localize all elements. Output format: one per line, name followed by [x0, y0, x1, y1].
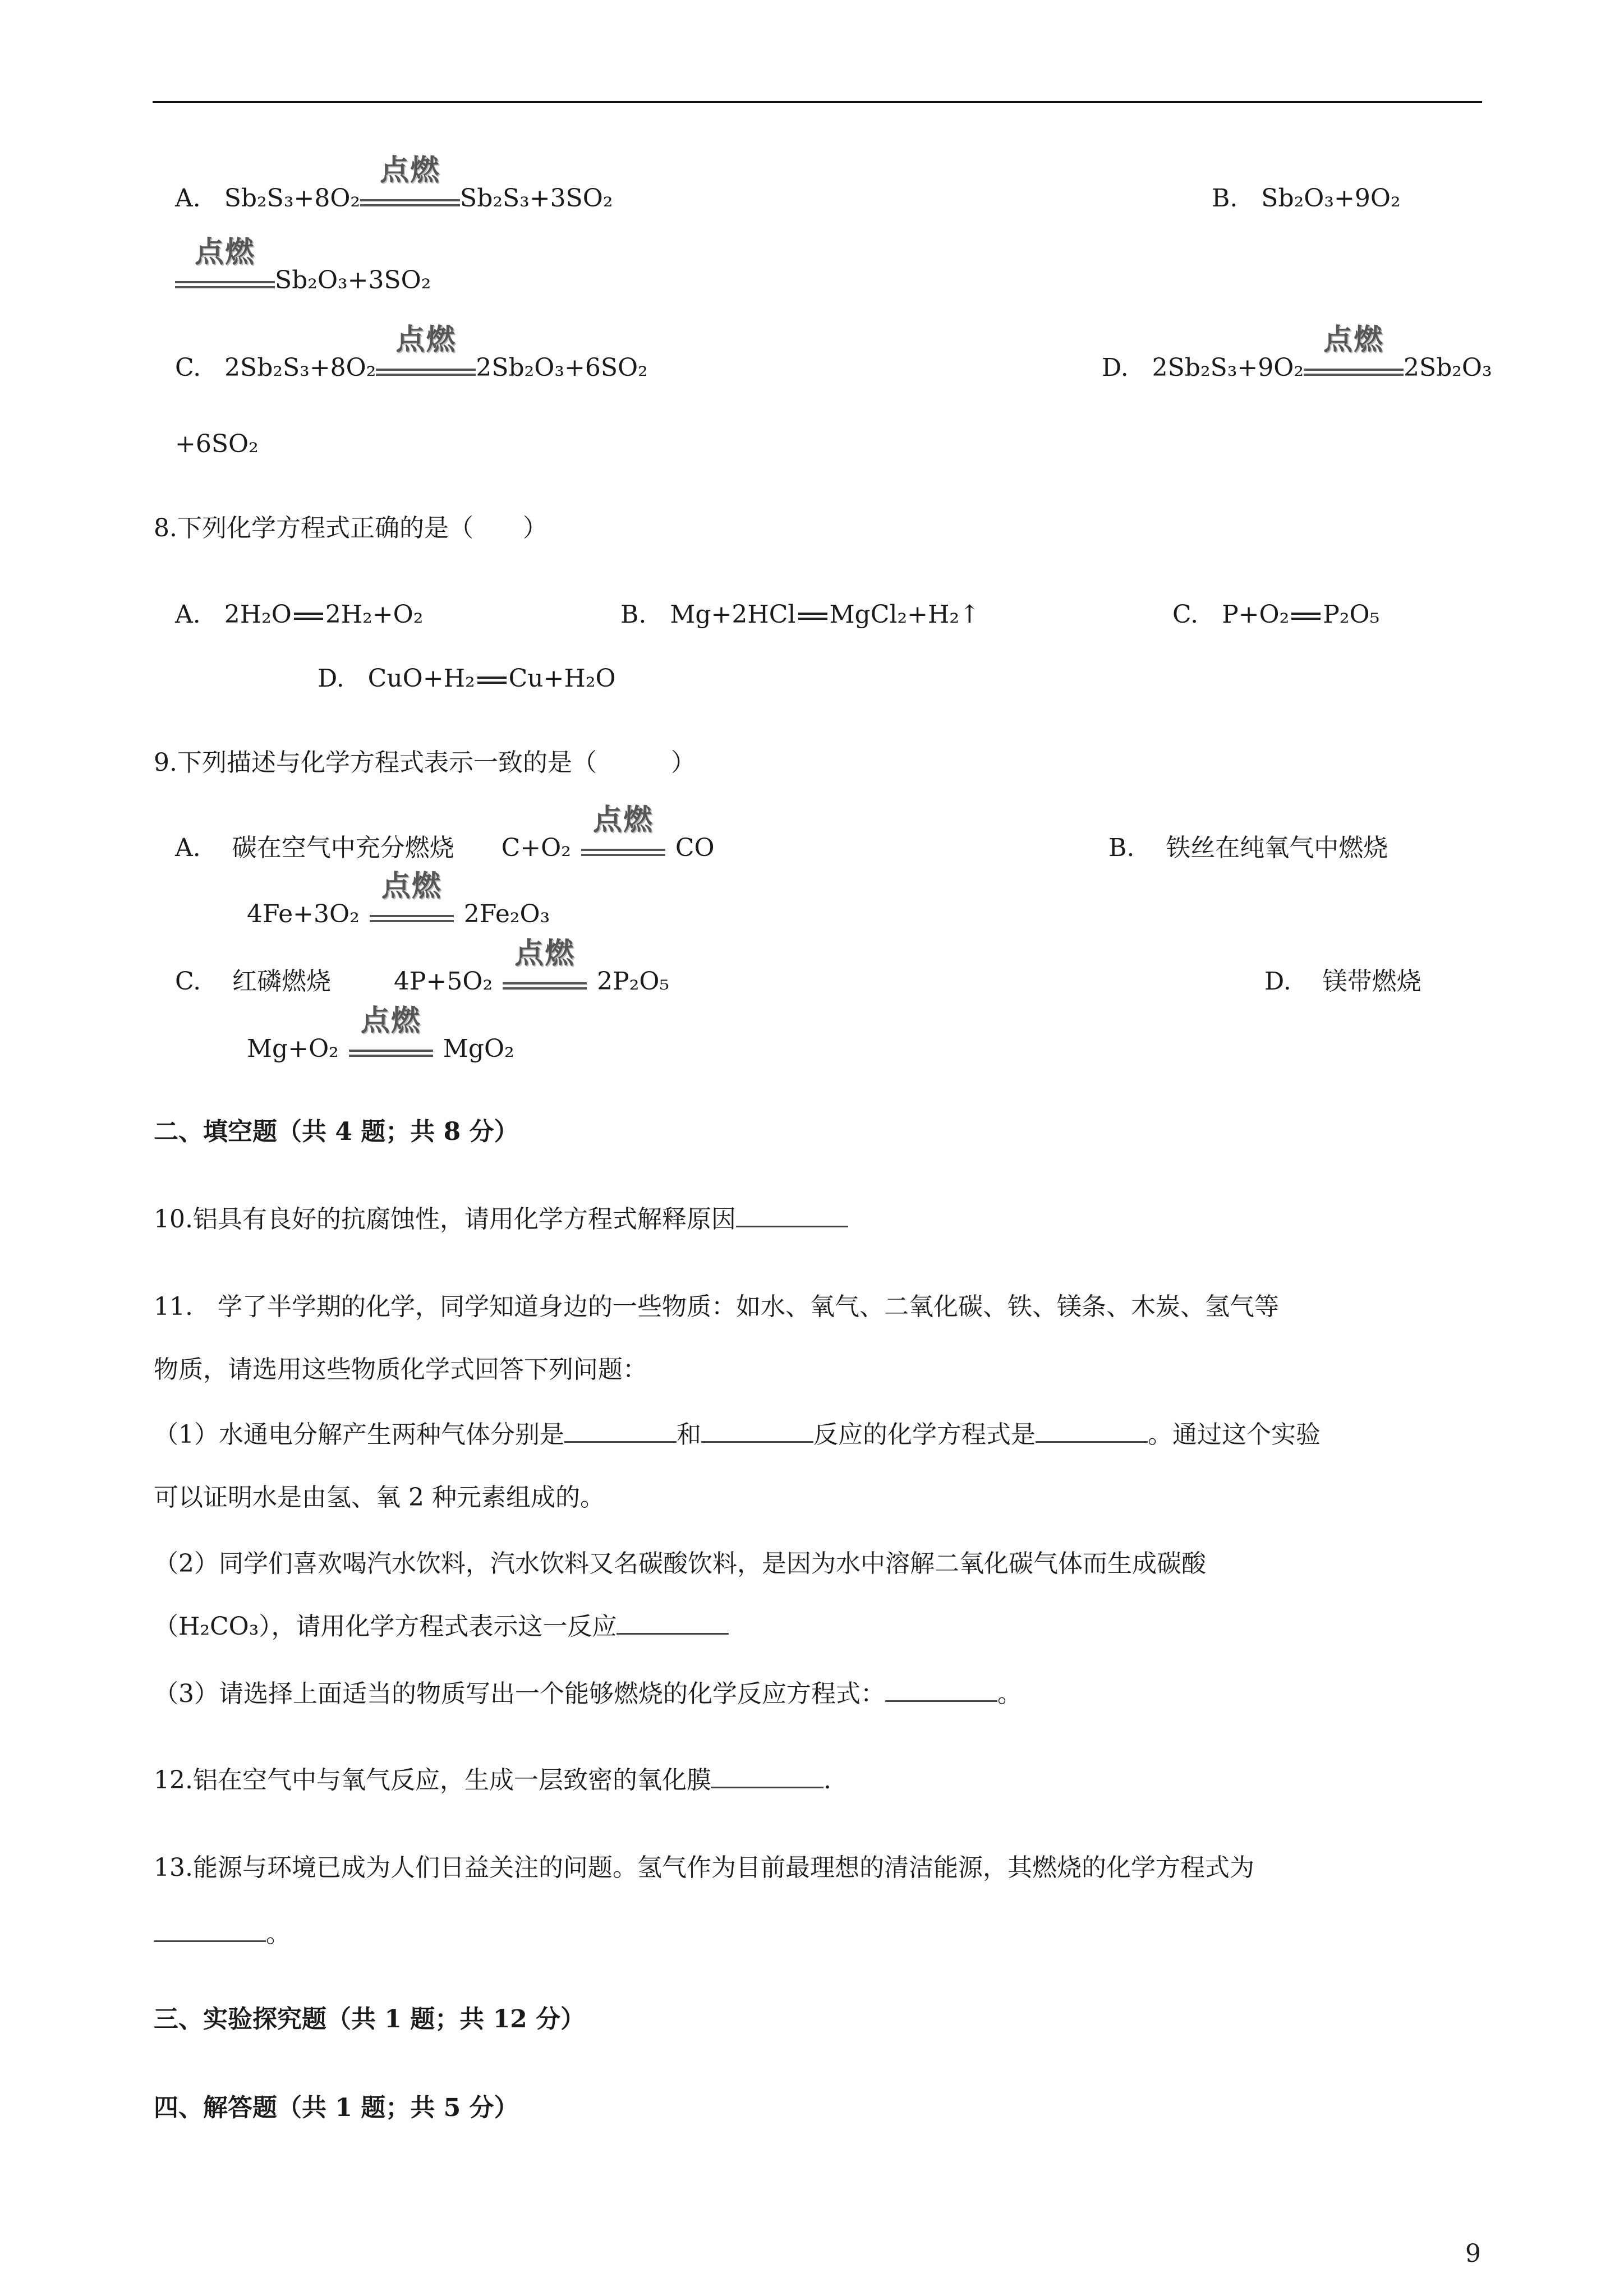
section-2-heading: 二、填空题（共 4 题；共 8 分） — [154, 1117, 519, 1146]
answer-blank[interactable] — [154, 1920, 266, 1942]
q11-line1: 11. 学了半学期的化学，同学知道身边的一些物质：如水、氧气、二氧化碳、铁、镁条、木炭、氢气等 — [154, 1292, 1279, 1321]
header-rule — [153, 101, 1482, 103]
ignite-arrow: 点燃 — [581, 834, 665, 856]
q7-option-c[interactable]: C. 2Sb₂S₃+8O₂ 点燃 2Sb₂O₃+6SO₂ — [175, 323, 648, 382]
answer-blank[interactable] — [736, 1205, 848, 1227]
q12: 12.铝在空气中与氧气反应，生成一层致密的氧化膜 . — [154, 1766, 831, 1795]
q9-stem: 9.下列描述与化学方程式表示一致的是（ ） — [154, 748, 696, 777]
ignite-arrow: 点燃 — [175, 266, 275, 288]
q10: 10.铝具有良好的抗腐蚀性，请用化学方程式解释原因 — [154, 1203, 848, 1236]
q11-part2: （2）同学们喜欢喝汽水饮料，汽水饮料又名碳酸饮料，是因为水中溶解二氧化碳气体而生成碳酸 — [154, 1549, 1206, 1578]
q7-option-d-cont: +6SO₂ — [175, 430, 259, 458]
q8-stem: 8.下列化学方程式正确的是（ ） — [154, 514, 548, 542]
section-4-heading: 四、解答题（共 1 题；共 5 分） — [154, 2093, 519, 2122]
q9-option-d[interactable]: D. 镁带燃烧 — [1264, 967, 1421, 996]
q8-option-a[interactable]: A. 2H₂O 2H₂+O₂ — [175, 600, 424, 629]
answer-blank[interactable] — [885, 1680, 997, 1702]
q13-line2: 。 — [154, 1917, 291, 1951]
ignite-arrow: 点燃 — [376, 354, 476, 376]
ignite-arrow: 点燃 — [503, 968, 587, 990]
q8-option-d[interactable]: D. CuO+H₂ Cu+H₂O — [318, 664, 616, 693]
q7-option-b-cont: 点燃 Sb₂O₃+3SO₂ — [175, 264, 431, 297]
q9-option-d-cont: Mg+O₂ 点燃 MgO₂ — [247, 1004, 514, 1063]
answer-blank[interactable] — [564, 1421, 677, 1443]
answer-blank[interactable] — [1036, 1421, 1148, 1443]
q11-part1-cont: 可以证明水是由氢、氧 2 种元素组成的。 — [154, 1483, 605, 1512]
q11-part2-cont: （H₂CO₃），请用化学方程式表示这一反应 — [154, 1610, 729, 1644]
answer-blank[interactable] — [701, 1421, 813, 1443]
section-3-heading: 三、实验探究题（共 1 题；共 12 分） — [154, 2005, 586, 2033]
q8-option-b[interactable]: B. Mg+2HCl MgCl₂+H₂↑ — [620, 600, 980, 629]
q7-option-b[interactable]: B. Sb₂O₃+9O₂ — [1212, 184, 1401, 213]
q9-option-b-cont: 4Fe+3O₂ 点燃 2Fe₂O₃ — [247, 869, 550, 928]
q11-line2: 物质，请选用这些物质化学式回答下列问题： — [154, 1355, 647, 1384]
q13-line1: 13.能源与环境已成为人们日益关注的问题。氢气作为目前最理想的清洁能源，其燃烧的化学方程式为 — [154, 1853, 1254, 1882]
q9-option-a[interactable]: A. 碳在空气中充分燃烧 C+O₂ 点燃 CO — [175, 803, 715, 862]
answer-blank[interactable] — [617, 1613, 729, 1635]
ignite-arrow: 点燃 — [360, 185, 460, 206]
q8-option-c[interactable]: C. P+O₂ P₂O₅ — [1172, 600, 1380, 629]
ignite-arrow: 点燃 — [1304, 354, 1404, 376]
q7-option-d[interactable]: D. 2Sb₂S₃+9O₂ 点燃 2Sb₂O₃ — [1102, 323, 1492, 382]
answer-blank[interactable] — [711, 1766, 823, 1788]
q11-part1: （1）水通电分解产生两种气体分别是 和 反应的化学方程式是 。通过这个实验 — [154, 1420, 1321, 1449]
page-number: 9 — [1465, 2239, 1481, 2268]
ignite-arrow: 点燃 — [349, 1035, 433, 1057]
q9-option-c[interactable]: C. 红磷燃烧 4P+5O₂ 点燃 2P₂O₅ — [175, 937, 670, 996]
q9-option-b[interactable]: B. 铁丝在纯氧气中燃烧 — [1108, 834, 1388, 862]
ignite-arrow: 点燃 — [370, 900, 454, 922]
q7-option-a[interactable]: A. Sb₂S₃+8O₂ 点燃 Sb₂S₃+3SO₂ — [175, 154, 613, 213]
q11-part3: （3）请选择上面适当的物质写出一个能够燃烧的化学反应方程式： 。 — [154, 1680, 1022, 1708]
